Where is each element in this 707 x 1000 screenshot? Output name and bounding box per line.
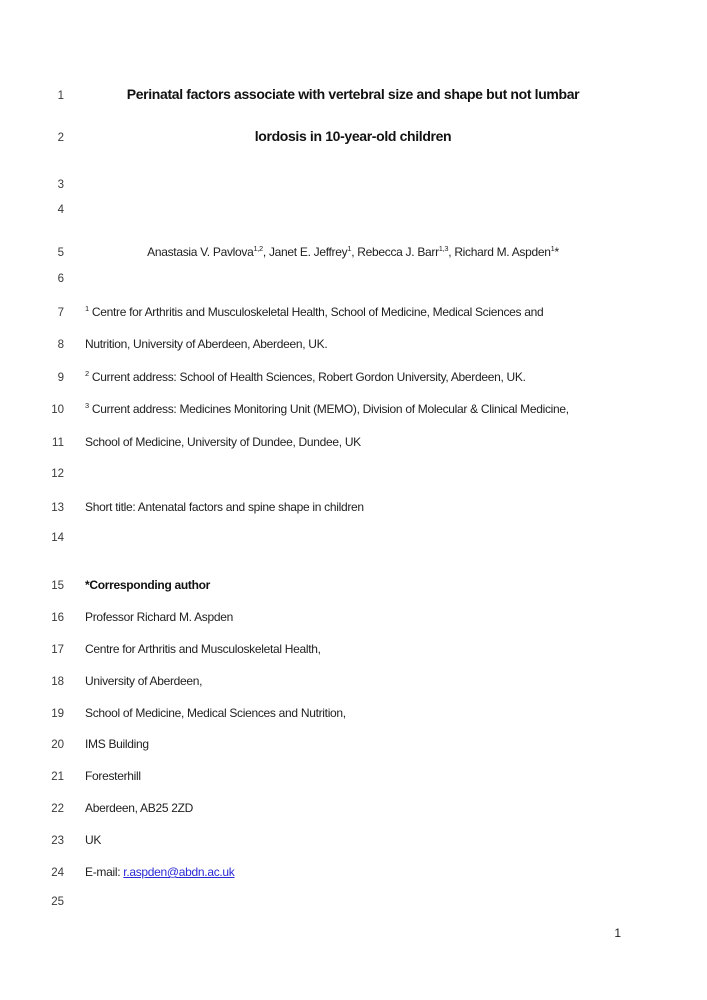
short-title: Short title: Antenatal factors and spine shape in children	[85, 500, 364, 514]
line-3	[0, 179, 707, 191]
line-number: 11	[52, 437, 64, 449]
author-2: , Janet E. Jeffrey	[262, 245, 348, 259]
line-20	[0, 737, 707, 751]
line-15	[0, 578, 707, 592]
email-link[interactable]: r.aspden@abdn.ac.uk	[123, 865, 235, 879]
address-district: Foresterhill	[85, 769, 141, 783]
email-label: E-mail:	[85, 865, 124, 879]
line-number: 14	[51, 532, 64, 544]
line-23	[0, 833, 707, 847]
affiliation-1-mark: 1	[85, 304, 89, 313]
author-3-affiliation-marks: 1,3	[438, 244, 449, 253]
paper-title-line-2: lordosis in 10-year-old children	[254, 128, 452, 144]
line-number: 10	[51, 404, 64, 416]
line-19	[0, 706, 707, 720]
corresponding-author-name: Professor Richard M. Aspden	[85, 610, 233, 624]
line-number: 13	[51, 502, 64, 514]
line-number: 12	[51, 468, 64, 480]
author-4: , Richard M. Aspden	[448, 245, 551, 259]
corresponding-author-asterisk: *	[554, 245, 559, 259]
line-number: 8	[57, 339, 64, 351]
address-university: University of Aberdeen,	[85, 674, 203, 688]
affiliation-1-part-2: Nutrition, University of Aberdeen, Aberdeen, UK.	[85, 337, 328, 351]
author-list	[85, 245, 621, 259]
author-1: Anastasia V. Pavlova	[147, 245, 254, 259]
address-city-postcode: Aberdeen, AB25 2ZD	[85, 801, 194, 815]
line-8	[0, 337, 707, 351]
address-centre: Centre for Arthritis and Musculoskeletal Health,	[85, 642, 321, 656]
line-number: 21	[51, 771, 64, 783]
author-4-affiliation-marks: 1	[550, 244, 555, 253]
line-number: 19	[51, 708, 64, 720]
page-number: 1	[614, 926, 621, 940]
address-country: UK	[85, 833, 102, 847]
line-5	[0, 245, 707, 259]
email-line	[85, 865, 621, 879]
line-number: 18	[51, 676, 64, 688]
line-16	[0, 610, 707, 624]
line-number: 25	[51, 896, 64, 908]
line-24	[0, 865, 707, 879]
corresponding-author-heading: *Corresponding author	[85, 578, 211, 592]
line-6	[0, 273, 707, 285]
affiliation-3-part-1: $^3$ Current address: Medicines Monitoring Unit (MEMO), Division of Molecular & Clinical Medicine,	[85, 401, 569, 416]
affiliation-3-part-2: School of Medicine, University of Dundee, Dundee, UK	[85, 435, 361, 449]
line-number: 24	[51, 867, 64, 879]
line-4	[0, 204, 707, 216]
affiliation-2-mark: 2	[85, 369, 89, 378]
line-number: 3	[57, 179, 64, 191]
author-3: , Rebecca J. Barr	[351, 245, 439, 259]
line-22	[0, 801, 707, 815]
affiliation-3-mark: 3	[85, 401, 89, 410]
line-11	[0, 435, 707, 449]
line-1	[0, 86, 707, 102]
line-13	[0, 500, 707, 514]
affiliation-2: $^2$ Current address: School of Health Sciences, Robert Gordon University, Aberdeen, UK.	[85, 369, 526, 384]
line-number: 15	[51, 580, 64, 592]
line-number: 9	[57, 372, 64, 384]
address-school: School of Medicine, Medical Sciences and Nutrition,	[85, 706, 346, 720]
line-number: 20	[51, 739, 64, 751]
line-18	[0, 674, 707, 688]
line-number: 17	[51, 644, 64, 656]
line-21	[0, 769, 707, 783]
line-14	[0, 532, 707, 544]
paper-title-line-1: Perinatal factors associate with vertebral size and shape but not lumbar	[126, 86, 580, 102]
line-number: 5	[57, 247, 64, 259]
line-number: 1	[57, 90, 64, 102]
line-number: 22	[51, 803, 64, 815]
line-number: 6	[57, 273, 64, 285]
author-1-affiliation-marks: 1,2	[253, 244, 263, 253]
line-2	[0, 128, 707, 144]
line-7	[0, 305, 707, 319]
line-number: 7	[57, 307, 64, 319]
affiliation-1-part-1: $^1$ Centre for Arthritis and Musculoskeletal Health, School of Medicine, Medical Sciences and	[85, 304, 544, 319]
line-number: 23	[51, 835, 64, 847]
line-number: 2	[57, 132, 64, 144]
line-number: 4	[57, 204, 64, 216]
line-12	[0, 468, 707, 480]
line-9	[0, 370, 707, 384]
line-17	[0, 642, 707, 656]
line-10	[0, 402, 707, 416]
author-2-affiliation-marks: 1	[347, 244, 352, 253]
address-building: IMS Building	[85, 737, 149, 751]
line-number: 16	[51, 612, 64, 624]
line-25	[0, 896, 707, 908]
